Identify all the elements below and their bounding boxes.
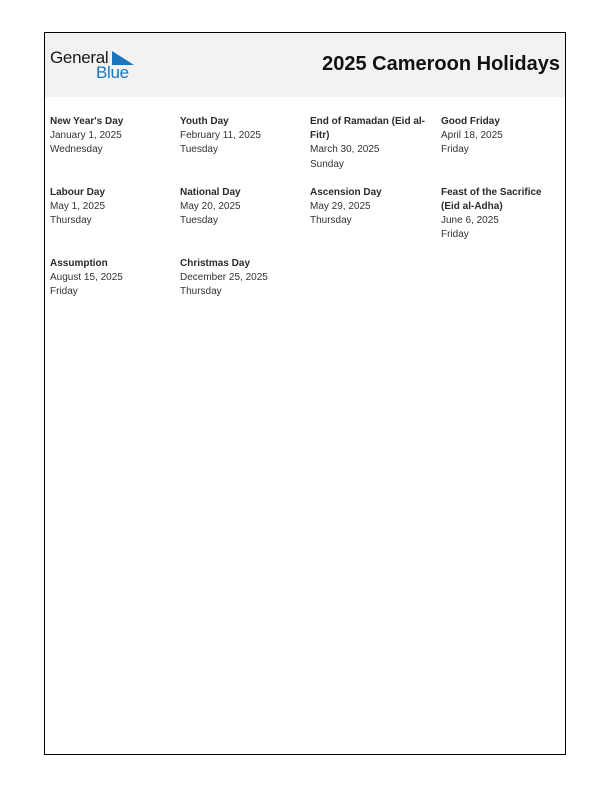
holiday-name: Feast of the Sacrifice (Eid al-Adha) bbox=[441, 186, 542, 213]
holiday-weekday: Sunday bbox=[310, 158, 344, 170]
holiday-weekday: Tuesday bbox=[180, 215, 218, 227]
holiday-name: End of Ramadan (Eid al-Fitr) bbox=[310, 116, 426, 142]
holiday-entry bbox=[310, 115, 441, 172]
holiday-date: March 30, 2025 bbox=[310, 144, 380, 156]
holiday-entry bbox=[50, 115, 180, 172]
holiday-name: Labour Day bbox=[50, 186, 106, 198]
logo-text-blue: Blue bbox=[96, 63, 129, 82]
holiday-weekday: Thursday bbox=[310, 215, 352, 227]
logo bbox=[50, 49, 140, 83]
holiday-name: Christmas Day bbox=[180, 257, 251, 269]
header-band bbox=[45, 33, 565, 97]
holiday-date: May 29, 2025 bbox=[310, 201, 371, 213]
holiday-weekday: Friday bbox=[50, 286, 78, 298]
holiday-name: New Year's Day bbox=[50, 116, 124, 127]
holiday-date: August 15, 2025 bbox=[50, 271, 123, 283]
logo-text-general: General bbox=[50, 48, 109, 67]
holiday-name: Good Friday bbox=[441, 116, 500, 127]
holiday-entry bbox=[180, 115, 310, 172]
holiday-entry bbox=[50, 186, 180, 243]
holiday-weekday: Thursday bbox=[180, 286, 222, 298]
holiday-date: February 11, 2025 bbox=[180, 130, 261, 142]
holiday-entry bbox=[50, 257, 180, 300]
holiday-name: Assumption bbox=[50, 257, 108, 269]
holiday-entry bbox=[180, 257, 310, 300]
holiday-weekday: Thursday bbox=[50, 215, 92, 227]
holiday-weekday: Friday bbox=[441, 144, 469, 156]
page-title: 2025 Cameroon Holidays bbox=[322, 53, 560, 75]
holiday-date: April 18, 2025 bbox=[441, 130, 503, 142]
holiday-name: Youth Day bbox=[180, 116, 229, 127]
holiday-date: May 1, 2025 bbox=[50, 201, 106, 213]
holiday-weekday: Tuesday bbox=[180, 144, 218, 156]
holiday-weekday: Friday bbox=[441, 229, 469, 241]
holiday-entry bbox=[180, 186, 310, 243]
holiday-grid bbox=[50, 115, 570, 299]
holiday-name: Ascension Day bbox=[310, 186, 382, 198]
holiday-weekday: Wednesday bbox=[50, 144, 103, 156]
holiday-entry bbox=[441, 186, 568, 243]
holiday-date: January 1, 2025 bbox=[50, 130, 122, 142]
holiday-entry bbox=[310, 186, 441, 243]
holiday-entry bbox=[441, 115, 568, 172]
holiday-date: December 25, 2025 bbox=[180, 271, 268, 283]
page-frame bbox=[44, 32, 566, 755]
holiday-name: National Day bbox=[180, 186, 241, 198]
holiday-date: May 20, 2025 bbox=[180, 201, 241, 213]
holiday-date: June 6, 2025 bbox=[441, 215, 499, 227]
